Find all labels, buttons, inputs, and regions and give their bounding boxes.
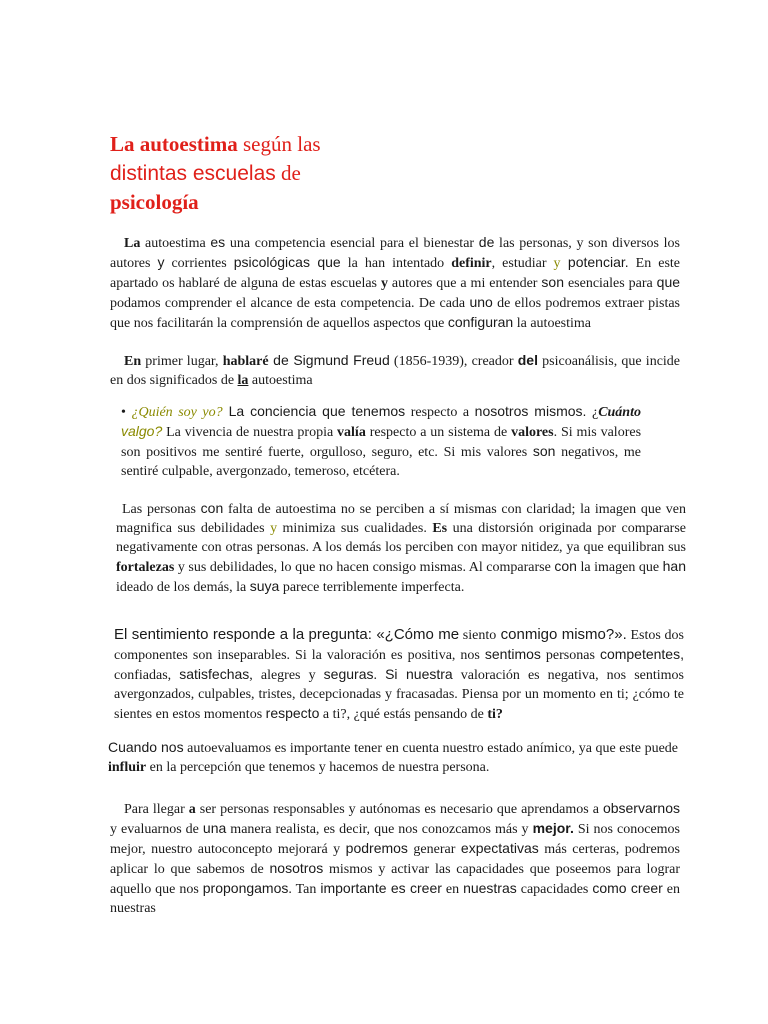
text-run: Las personas xyxy=(122,502,201,517)
text-run: manera realista, es decir, que nos conozcamos más y xyxy=(226,822,533,837)
text-run: respecto a un sistema de xyxy=(365,425,512,440)
text-run: nos xyxy=(161,739,184,755)
text-run: hablaré xyxy=(222,354,269,369)
text-run: y sus debilidades, lo que no hacen consigo mismas. Al compararse xyxy=(174,560,555,575)
text-run: ¿ xyxy=(586,405,599,420)
text-run: esenciales para xyxy=(564,276,657,291)
text-run: y xyxy=(270,521,278,536)
text-run: una xyxy=(202,820,227,836)
text-run: valoración es negativa, nos sentimos avergonzados, culpables, tristes, decepcionadas y fracasadas. Piensa por un momento en ti; ¿cómo te sientes en estos momentos xyxy=(114,668,684,722)
text-run: importante es creer xyxy=(320,880,442,896)
text-run: y evaluarnos de xyxy=(110,822,203,837)
page-title xyxy=(110,130,430,217)
text-run: sentimos xyxy=(484,646,541,662)
text-run: en la percepción que tenemos y hacemos de nuestra persona. xyxy=(146,760,490,775)
text-run: , alegres y xyxy=(249,668,324,683)
title-part: La autoestima xyxy=(110,132,238,156)
paragraph-intro xyxy=(110,233,680,333)
text-run: ¿Quién soy yo? xyxy=(131,405,223,420)
bullet-marker: • xyxy=(121,405,132,420)
text-run: y xyxy=(553,256,561,271)
title-part: de xyxy=(275,161,301,185)
text-run: En este apartado os hablaré de alguna de estas escuelas xyxy=(110,256,680,291)
text-run: podremos xyxy=(345,840,408,856)
text-run: conmigo mismo?». xyxy=(496,626,627,643)
text-run: seguras xyxy=(323,666,374,682)
text-run: falta de autoestima no se perciben a sí mismas con claridad; la imagen que ven magnifica sus debilidades xyxy=(116,502,686,536)
text-run: Si nos conocemos mejor, nuestro autoconcepto mejorará y xyxy=(110,822,681,857)
text-run: respecto xyxy=(265,705,320,721)
text-run: autoestima xyxy=(248,373,313,388)
paragraph-responsibility xyxy=(110,799,680,918)
text-run: más certeras, podremos aplicar lo que sabemos de xyxy=(110,842,680,877)
text-run: El sentimiento responde a xyxy=(114,626,289,643)
text-run: la pregunta: «¿Cómo me xyxy=(288,626,460,643)
text-run: nosotros xyxy=(269,860,324,876)
text-run: ti? xyxy=(487,707,503,722)
text-run: Sigmund Freud xyxy=(293,352,390,368)
text-run: la xyxy=(237,373,249,388)
text-run: del xyxy=(517,352,538,368)
text-run: una distorsión originada por compararse negativamente con otras personas. A los demás los perciben con mayor nitidez, ya que equilibran sus xyxy=(116,521,686,555)
text-run: parece terriblemente imperfecta. xyxy=(279,580,465,595)
text-run: . Si mis valores son positivos me sentiré fuerte, orgulloso, seguro, etc. Si mis valores xyxy=(121,425,642,460)
title-part: psicología xyxy=(110,190,199,214)
text-run: personas xyxy=(540,648,600,663)
text-run: nuestras xyxy=(463,880,517,896)
text-run: y xyxy=(157,254,165,270)
text-run: las personas, y son diversos los autores xyxy=(110,236,680,271)
text-run: La vivencia de nuestra propia xyxy=(162,425,338,440)
text-run: con xyxy=(200,500,224,516)
text-run: , estudiar xyxy=(491,256,554,271)
text-run: psicoanálisis, que incide en dos significados de xyxy=(110,354,681,388)
paragraph-feeling xyxy=(114,625,684,724)
text-run: definir xyxy=(451,256,492,271)
text-run: fortalezas xyxy=(116,560,175,575)
text-run: son xyxy=(532,443,556,459)
text-run: corrientes xyxy=(164,256,234,271)
text-run: Para llegar xyxy=(124,802,189,817)
text-run: la han intentado xyxy=(340,256,452,271)
text-run: respecto a xyxy=(405,405,475,420)
text-run: propongamos xyxy=(202,880,289,896)
text-run: confiadas, xyxy=(114,668,180,683)
text-run: satisfechas xyxy=(179,666,250,682)
text-run: . Tan xyxy=(288,882,321,897)
text-run: En xyxy=(124,354,142,369)
text-run: de xyxy=(478,234,495,250)
text-run: mismos y activar las capacidades que poseemos para lograr aquello que nos xyxy=(110,862,680,897)
text-run: potenciar. xyxy=(560,254,629,270)
title-part: según las xyxy=(237,132,321,156)
text-run: influir xyxy=(108,760,147,775)
text-run: observarnos xyxy=(602,800,680,816)
text-run: valores xyxy=(511,425,554,440)
text-run: ser personas responsables y autónomas es necesario que aprendamos a xyxy=(195,802,603,817)
text-run: competentes, xyxy=(599,646,684,662)
text-run: capacidades xyxy=(516,882,593,897)
text-run: es xyxy=(210,234,226,250)
text-run: expectativas xyxy=(460,840,539,856)
text-run: Es xyxy=(432,521,448,536)
text-run: como creer xyxy=(592,880,663,896)
text-run: a xyxy=(188,802,196,817)
text-run: siento xyxy=(459,628,497,643)
text-run: generar xyxy=(407,842,461,857)
text-run: con xyxy=(554,558,577,574)
text-run: de ellos podremos extraer pistas que nos facilitarán la comprensión de aquellos aspectos que xyxy=(110,296,680,331)
text-run: Si nuestra xyxy=(385,666,453,682)
text-run: Cuando xyxy=(108,739,161,755)
text-run: que tenemos xyxy=(322,403,406,419)
text-run: y xyxy=(380,276,388,291)
text-run: han xyxy=(662,558,686,574)
text-run: valgo? xyxy=(121,423,163,439)
text-run: La xyxy=(124,236,141,251)
text-run: autoestima xyxy=(140,236,211,251)
paragraph-freud xyxy=(110,351,680,390)
text-run: podamos comprender el alcance de esta competencia. De cada xyxy=(110,296,470,311)
text-run: negativos, me sentiré culpable, avergonzado, temeroso, etcétera. xyxy=(121,445,641,479)
text-run: una competencia esencial para el bienestar xyxy=(225,236,479,251)
text-run: en nuestras xyxy=(110,882,681,916)
text-run: (1856-1939), creador xyxy=(389,354,518,369)
text-run: nosotros mismos. xyxy=(474,403,587,419)
text-run: de xyxy=(268,352,294,368)
title-part: distintas escuelas xyxy=(110,162,276,185)
text-run: primer lugar, xyxy=(141,354,223,369)
text-run: la imagen que xyxy=(576,560,663,575)
text-run: en xyxy=(441,882,464,897)
text-run: La conciencia xyxy=(222,403,323,419)
paragraph-low-self-esteem xyxy=(116,499,686,597)
text-run: uno xyxy=(469,294,493,310)
text-run: configuran xyxy=(447,314,514,330)
text-run: autoevaluamos es importante tener en cuenta nuestro estado anímico, ya que este puede xyxy=(183,741,678,756)
text-run: la autoestima xyxy=(513,316,591,331)
text-run: psicológicas que xyxy=(233,254,341,270)
text-run: Cuánto xyxy=(598,405,641,420)
text-run: a ti?, ¿qué estás pensando de xyxy=(319,707,488,722)
text-run: . xyxy=(373,668,386,683)
text-run: mejor. xyxy=(532,820,574,836)
text-run: suya xyxy=(249,578,280,594)
text-run: ideado de los demás, la xyxy=(116,580,250,595)
text-run: Estos dos componentes son inseparables. Si la valoración es positiva, nos xyxy=(114,628,684,663)
text-run: minimiza sus cualidades. xyxy=(277,521,433,536)
text-run: que xyxy=(656,274,681,290)
text-run: autores que a mi entender xyxy=(387,276,542,291)
text-run: valía xyxy=(337,425,366,440)
paragraph-self-evaluation xyxy=(108,738,678,777)
bullet-item xyxy=(121,402,641,481)
text-run: son xyxy=(541,274,564,290)
